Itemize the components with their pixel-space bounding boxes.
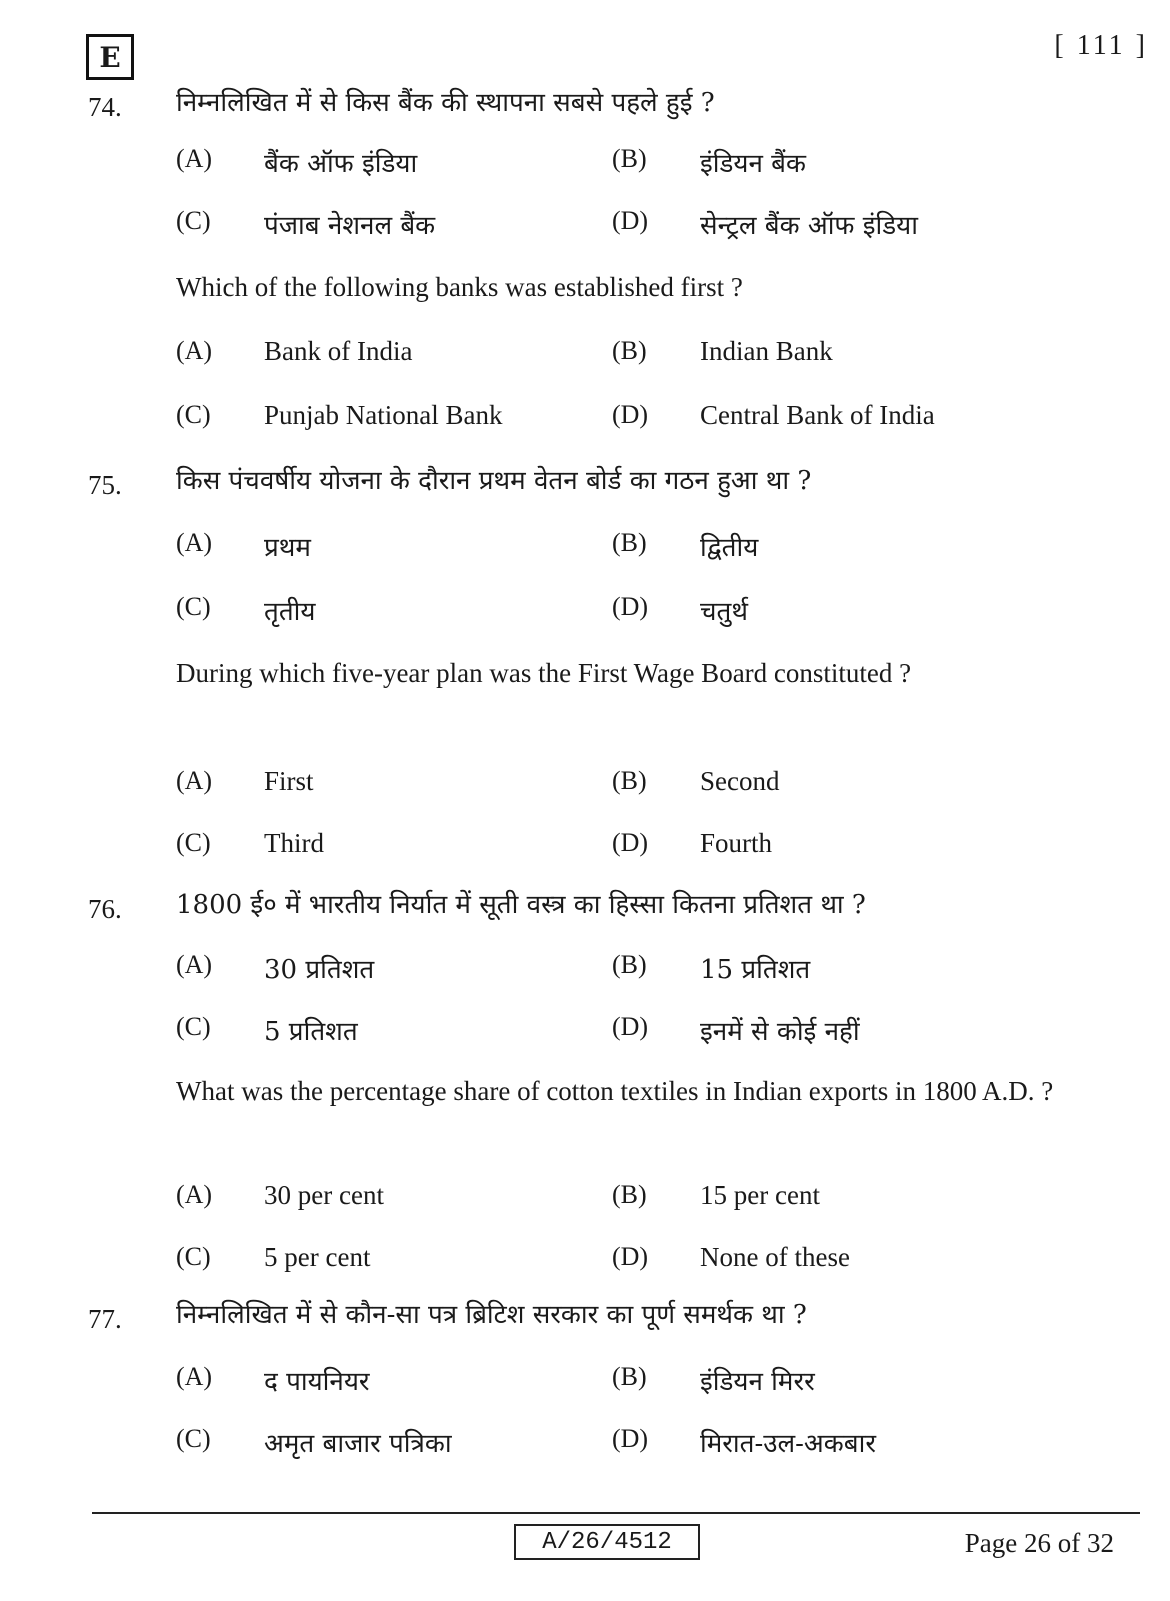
option-label: (B): [612, 336, 647, 365]
option-text: सेन्ट्रल बैंक ऑफ इंडिया: [700, 211, 918, 241]
option-text: Central Bank of India: [700, 400, 935, 430]
option-label: (C): [176, 828, 211, 857]
option-text: Second: [700, 766, 780, 796]
option-label: (A): [176, 528, 213, 557]
option-text: 15 प्रतिशत: [700, 955, 811, 985]
option-text: पंजाब नेशनल बैंक: [264, 211, 436, 241]
question-number: 74.: [88, 92, 122, 122]
option-label: (D): [612, 1242, 649, 1271]
option-text: अमृत बाजार पत्रिका: [264, 1429, 452, 1459]
question-number: 76.: [88, 894, 122, 924]
option-text: चतुर्थ: [700, 597, 748, 627]
question-hindi: निम्नलिखित में से कौन-सा पत्र ब्रिटिश सरकार का पूर्ण समर्थक था ?: [176, 1300, 807, 1330]
page-code: [ 111 ]: [1054, 30, 1148, 61]
question-hindi: निम्नलिखित में से किस बैंक की स्थापना सबसे पहले हुई ?: [176, 88, 715, 118]
option-label: (C): [176, 1242, 211, 1271]
booklet-code: A/26/4512: [514, 1524, 700, 1560]
option-text: 30 per cent: [264, 1180, 384, 1210]
option-label: (A): [176, 766, 213, 795]
option-text: First: [264, 766, 314, 796]
option-text: Punjab National Bank: [264, 400, 503, 430]
option-text: द्वितीय: [700, 533, 759, 563]
option-label: (D): [612, 828, 649, 857]
question-english: What was the percentage share of cotton textiles in Indian exports in 1800 A.D. ?: [176, 1076, 1054, 1106]
option-label: (C): [176, 592, 211, 621]
option-label: (A): [176, 144, 213, 173]
option-label: (A): [176, 1180, 213, 1209]
question-english: During which five-year plan was the First Wage Board constituted ?: [176, 658, 912, 688]
option-label: (A): [176, 336, 213, 365]
option-label: (B): [612, 766, 647, 795]
option-text: बैंक ऑफ इंडिया: [264, 149, 418, 179]
option-text: इनमें से कोई नहीं: [700, 1017, 860, 1047]
option-text: 5 per cent: [264, 1242, 371, 1272]
option-text: इंडियन बैंक: [700, 149, 806, 179]
option-text: 15 per cent: [700, 1180, 820, 1210]
question-hindi: 1800 ई० में भारतीय निर्यात में सूती वस्त्र का हिस्सा कितना प्रतिशत था ?: [176, 890, 866, 920]
option-label: (B): [612, 950, 647, 979]
option-text: इंडियन मिरर: [700, 1367, 815, 1397]
option-text: प्रथम: [264, 533, 311, 563]
page-number: Page 26 of 32: [964, 1528, 1114, 1558]
set-code-box: E: [86, 34, 134, 80]
question-hindi: किस पंचवर्षीय योजना के दौरान प्रथम वेतन बोर्ड का गठन हुआ था ?: [176, 466, 812, 496]
option-text: Bank of India: [264, 336, 413, 366]
question-number: 75.: [88, 470, 122, 500]
option-text: 5 प्रतिशत: [264, 1017, 358, 1047]
question-english: Which of the following banks was established first ?: [176, 272, 743, 302]
option-label: (A): [176, 950, 213, 979]
option-label: (C): [176, 1424, 211, 1453]
option-text: Fourth: [700, 828, 773, 858]
option-text: Third: [264, 828, 324, 858]
option-label: (D): [612, 1012, 649, 1041]
option-label: (B): [612, 1362, 647, 1391]
option-label: (D): [612, 592, 649, 621]
option-text: Indian Bank: [700, 336, 833, 366]
option-label: (B): [612, 1180, 647, 1209]
option-label: (D): [612, 1424, 649, 1453]
option-label: (D): [612, 206, 649, 235]
question-number: 77.: [88, 1304, 122, 1334]
option-label: (B): [612, 144, 647, 173]
option-text: None of these: [700, 1242, 850, 1272]
option-text: मिरात-उल-अकबार: [700, 1429, 876, 1459]
option-text: द पायनियर: [264, 1367, 370, 1397]
option-label: (D): [612, 400, 649, 429]
option-label: (A): [176, 1362, 213, 1391]
option-label: (C): [176, 400, 211, 429]
footer-divider: [92, 1512, 1140, 1514]
option-text: तृतीय: [264, 597, 316, 627]
option-label: (C): [176, 1012, 211, 1041]
option-text: 30 प्रतिशत: [264, 955, 375, 985]
option-label: (B): [612, 528, 647, 557]
option-label: (C): [176, 206, 211, 235]
